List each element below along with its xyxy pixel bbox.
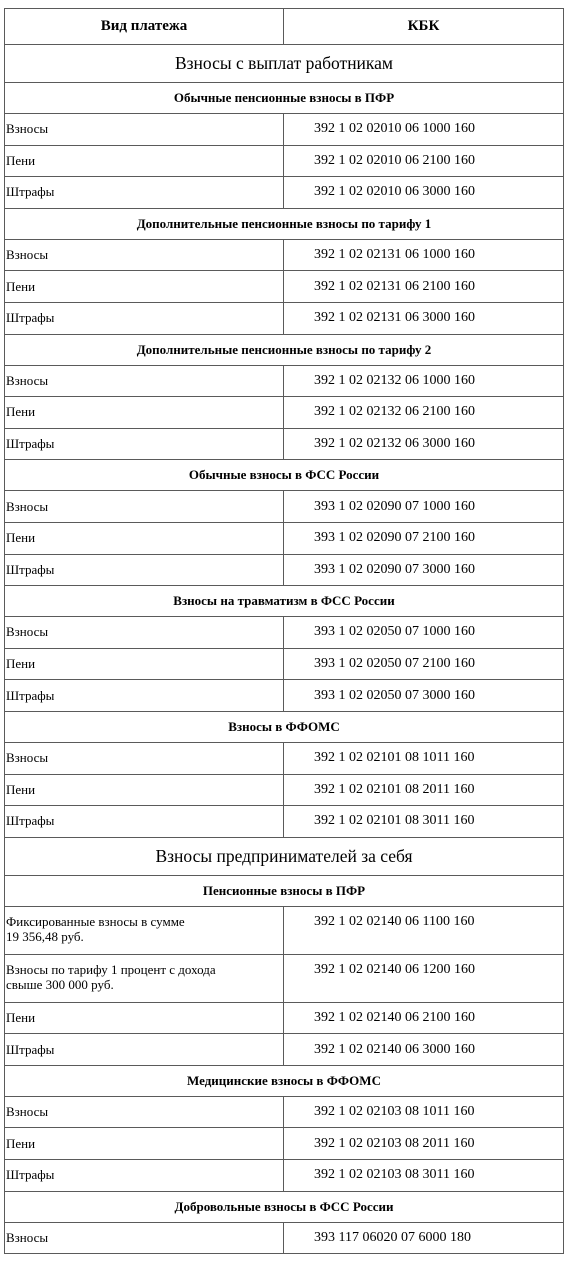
group-row <box>5 208 564 239</box>
section-title: Взносы предпринимателей за себя <box>5 837 564 875</box>
group-title: Добровольные взносы в ФСС России <box>5 1191 564 1222</box>
kbk-cell: 393 1 02 02090 07 3000 160 <box>284 554 564 586</box>
kbk-cell: 392 1 02 02103 08 3011 160 <box>284 1160 564 1192</box>
kbk-cell: 393 1 02 02050 07 3000 160 <box>284 680 564 712</box>
payment-type-cell: Штрафы <box>5 554 284 586</box>
group-title: Дополнительные пенсионные взносы по тарифу 2 <box>5 334 564 365</box>
group-title: Пенсионные взносы в ПФР <box>5 875 564 906</box>
section-row <box>5 837 564 875</box>
kbk-cell: 392 1 02 02010 06 3000 160 <box>284 177 564 209</box>
table-row <box>5 271 564 303</box>
table-row <box>5 397 564 429</box>
table-row <box>5 806 564 838</box>
group-row <box>5 875 564 906</box>
payment-type-cell: Пени <box>5 522 284 554</box>
table-row <box>5 617 564 649</box>
table-row <box>5 1096 564 1128</box>
group-title: Медицинские взносы в ФФОМС <box>5 1065 564 1096</box>
payment-type-cell: Взносы <box>5 114 284 146</box>
table-row <box>5 522 564 554</box>
group-row <box>5 460 564 491</box>
kbk-cell: 392 1 02 02131 06 3000 160 <box>284 302 564 334</box>
payment-type-cell: Штрафы <box>5 806 284 838</box>
payment-type-cell: Пени <box>5 271 284 303</box>
payment-type-cell: Штрафы <box>5 1034 284 1066</box>
section-row <box>5 45 564 83</box>
payment-type-cell: Пени <box>5 1128 284 1160</box>
payment-type-cell: Штрафы <box>5 302 284 334</box>
kbk-cell: 392 1 02 02132 06 2100 160 <box>284 397 564 429</box>
table-row <box>5 365 564 397</box>
payment-type-cell: Пени <box>5 145 284 177</box>
payment-type-cell: Пени <box>5 774 284 806</box>
kbk-table <box>4 8 564 1254</box>
kbk-cell: 393 1 02 02090 07 2100 160 <box>284 522 564 554</box>
kbk-cell: 392 1 02 02010 06 2100 160 <box>284 145 564 177</box>
table-row <box>5 1222 564 1254</box>
table-row <box>5 1034 564 1066</box>
group-row <box>5 1191 564 1222</box>
payment-type-cell: Штрафы <box>5 680 284 712</box>
section-title: Взносы с выплат работникам <box>5 45 564 83</box>
payment-type-cell: Взносы <box>5 742 284 774</box>
table-row <box>5 554 564 586</box>
table-row <box>5 491 564 523</box>
group-row <box>5 711 564 742</box>
table-row <box>5 177 564 209</box>
kbk-cell: 392 1 02 02140 06 1100 160 <box>284 906 564 954</box>
kbk-cell: 392 1 02 02140 06 1200 160 <box>284 954 564 1002</box>
payment-type-cell: Взносы <box>5 239 284 271</box>
kbk-cell: 392 1 02 02101 08 3011 160 <box>284 806 564 838</box>
group-title: Взносы на травматизм в ФСС России <box>5 586 564 617</box>
header-payment-type: Вид платежа <box>5 9 284 45</box>
table-row <box>5 648 564 680</box>
kbk-cell: 392 1 02 02131 06 2100 160 <box>284 271 564 303</box>
header-kbk: КБК <box>284 9 564 45</box>
table-row <box>5 239 564 271</box>
kbk-cell: 392 1 02 02010 06 1000 160 <box>284 114 564 146</box>
table-body <box>5 45 564 1254</box>
kbk-cell: 392 1 02 02140 06 2100 160 <box>284 1002 564 1034</box>
table-row <box>5 774 564 806</box>
group-row <box>5 586 564 617</box>
payment-type-cell: Пени <box>5 1002 284 1034</box>
kbk-cell: 392 1 02 02103 08 2011 160 <box>284 1128 564 1160</box>
table-row <box>5 906 564 954</box>
payment-type-cell: Взносы <box>5 1096 284 1128</box>
payment-type-cell: Пени <box>5 397 284 429</box>
kbk-cell: 393 1 02 02050 07 1000 160 <box>284 617 564 649</box>
payment-type-cell: Пени <box>5 648 284 680</box>
table-row <box>5 1128 564 1160</box>
group-title: Обычные взносы в ФСС России <box>5 460 564 491</box>
table-row <box>5 1160 564 1192</box>
kbk-cell: 393 1 02 02050 07 2100 160 <box>284 648 564 680</box>
group-title: Дополнительные пенсионные взносы по тарифу 1 <box>5 208 564 239</box>
table-row <box>5 114 564 146</box>
payment-type-cell: Взносы <box>5 1222 284 1254</box>
payment-type-cell: Фиксированные взносы в сумме 19 356,48 руб. <box>5 906 284 954</box>
payment-type-cell: Штрафы <box>5 1160 284 1192</box>
kbk-cell: 392 1 02 02132 06 1000 160 <box>284 365 564 397</box>
group-row <box>5 83 564 114</box>
payment-type-cell: Взносы <box>5 617 284 649</box>
table-row <box>5 1002 564 1034</box>
table-row <box>5 302 564 334</box>
kbk-cell: 392 1 02 02101 08 1011 160 <box>284 742 564 774</box>
table-row <box>5 954 564 1002</box>
group-title: Обычные пенсионные взносы в ПФР <box>5 83 564 114</box>
kbk-cell: 392 1 02 02140 06 3000 160 <box>284 1034 564 1066</box>
table-row <box>5 428 564 460</box>
group-row <box>5 334 564 365</box>
payment-type-cell: Штрафы <box>5 428 284 460</box>
payment-type-cell: Штрафы <box>5 177 284 209</box>
payment-type-cell: Взносы <box>5 365 284 397</box>
kbk-cell: 392 1 02 02132 06 3000 160 <box>284 428 564 460</box>
kbk-cell: 393 1 02 02090 07 1000 160 <box>284 491 564 523</box>
table-row <box>5 145 564 177</box>
payment-type-cell: Взносы по тарифу 1 процент с дохода свыше 300 000 руб. <box>5 954 284 1002</box>
group-title: Взносы в ФФОМС <box>5 711 564 742</box>
kbk-cell: 393 117 06020 07 6000 180 <box>284 1222 564 1254</box>
kbk-cell: 392 1 02 02101 08 2011 160 <box>284 774 564 806</box>
kbk-cell: 392 1 02 02131 06 1000 160 <box>284 239 564 271</box>
kbk-cell: 392 1 02 02103 08 1011 160 <box>284 1096 564 1128</box>
table-header-row <box>5 9 564 45</box>
group-row <box>5 1065 564 1096</box>
table-row <box>5 680 564 712</box>
payment-type-cell: Взносы <box>5 491 284 523</box>
table-row <box>5 742 564 774</box>
